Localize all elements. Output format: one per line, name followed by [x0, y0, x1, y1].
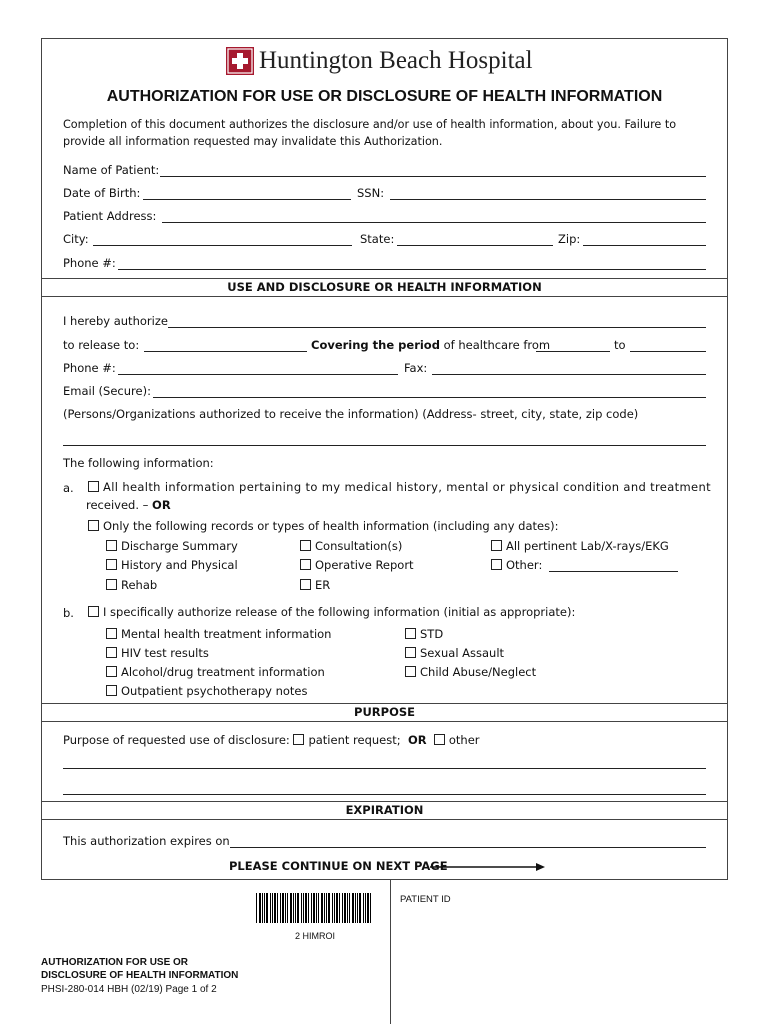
- phone-field[interactable]: [118, 257, 706, 270]
- std-label: STD: [420, 627, 444, 641]
- patient-request-checkbox[interactable]: [293, 734, 304, 745]
- er-row: [300, 578, 330, 592]
- address-label: Patient Address:: [63, 209, 157, 223]
- expiration-date-field[interactable]: [230, 835, 706, 848]
- form-number: PHSI-280-014 HBH (02/19) Page 1 of 2: [41, 984, 217, 995]
- operative-checkbox[interactable]: [300, 559, 311, 570]
- alcohol-checkbox[interactable]: [106, 666, 117, 677]
- continue-note: [229, 859, 448, 873]
- assault-row: [405, 646, 504, 660]
- option-b-marker: b.: [63, 606, 74, 620]
- authorize-label: I hereby authorize: [63, 314, 168, 328]
- other-record-row: [491, 558, 542, 572]
- recipient-address-field[interactable]: [63, 433, 706, 446]
- following-label: The following information:: [63, 456, 214, 470]
- rehab-row: [106, 578, 157, 592]
- state-field[interactable]: [397, 233, 553, 246]
- fax-field[interactable]: [432, 362, 706, 375]
- intro-line-1: Completion of this document authorizes the disclosure and/or use of health information, about you. Failure to: [63, 118, 677, 131]
- phone-label: Phone #:: [63, 256, 116, 270]
- consultation-row: [300, 539, 402, 553]
- operative-label: Operative Report: [315, 558, 414, 572]
- option-a-line2: [86, 498, 171, 512]
- address-field[interactable]: [162, 210, 706, 223]
- other-record-label: Other:: [506, 558, 543, 572]
- patient-id-label: PATIENT ID: [400, 894, 451, 905]
- patient-name-field[interactable]: [160, 164, 706, 177]
- lab-label: All pertinent Lab/X-rays/EKG: [506, 539, 669, 553]
- all-info-checkbox[interactable]: [88, 481, 99, 492]
- continue-text: PLEASE CONTINUE ON NEXT PAGE: [229, 859, 448, 873]
- child-label: Child Abuse/Neglect: [420, 665, 537, 679]
- form-title: AUTHORIZATION FOR USE OR DISCLOSURE OF HEALTH INFORMATION: [106, 88, 663, 105]
- authorize-field[interactable]: [168, 315, 706, 328]
- discharge-checkbox[interactable]: [106, 540, 117, 551]
- hospital-name: Huntington Beach Hospital: [259, 47, 533, 74]
- hiv-row: [106, 646, 209, 660]
- option-a-text: All health information pertaining to my medical history, mental or physical condition and treatment: [103, 480, 711, 494]
- dob-field[interactable]: [143, 187, 351, 200]
- operative-row: [300, 558, 414, 572]
- release-label: to release to:: [63, 338, 140, 352]
- history-row: [106, 558, 238, 572]
- assault-checkbox[interactable]: [405, 647, 416, 658]
- outpatient-checkbox[interactable]: [106, 685, 117, 696]
- recipient-phone-field[interactable]: [118, 362, 398, 375]
- lab-row: [491, 539, 669, 553]
- alcohol-label: Alcohol/drug treatment information: [121, 665, 325, 679]
- lab-checkbox[interactable]: [491, 540, 502, 551]
- only-following-checkbox[interactable]: [88, 520, 99, 531]
- covering-period-label: [311, 338, 550, 352]
- ssn-field[interactable]: [390, 187, 706, 200]
- consultation-checkbox[interactable]: [300, 540, 311, 551]
- option-b-row: [88, 605, 575, 619]
- option-a-received: received. –: [86, 498, 149, 512]
- release-to-field[interactable]: [144, 339, 307, 352]
- consultation-label: Consultation(s): [315, 539, 403, 553]
- state-label: State:: [360, 232, 395, 246]
- mental-row: [106, 627, 331, 641]
- email-label: Email (Secure):: [63, 384, 151, 398]
- child-checkbox[interactable]: [405, 666, 416, 677]
- specific-release-checkbox[interactable]: [88, 606, 99, 617]
- use-disclosure-heading: USE AND DISCLOSURE OR HEALTH INFORMATION: [41, 278, 728, 297]
- patient-request-label: patient request;: [308, 733, 401, 747]
- expiration-heading: EXPIRATION: [41, 801, 728, 820]
- mental-checkbox[interactable]: [106, 628, 117, 639]
- option-a-or: OR: [152, 498, 171, 512]
- covering-bold: Covering the period: [311, 338, 440, 352]
- std-checkbox[interactable]: [405, 628, 416, 639]
- city-field[interactable]: [93, 233, 352, 246]
- footer-divider: [390, 880, 391, 1024]
- rehab-checkbox[interactable]: [106, 579, 117, 590]
- std-row: [405, 627, 443, 641]
- purpose-heading: PURPOSE: [41, 703, 728, 722]
- zip-field[interactable]: [583, 233, 706, 246]
- barcode-code: 2 HIMROI: [294, 931, 335, 941]
- dob-label: Date of Birth:: [63, 186, 141, 200]
- purpose-line-1[interactable]: [63, 756, 706, 769]
- city-label: City:: [63, 232, 89, 246]
- assault-label: Sexual Assault: [420, 646, 505, 660]
- purpose-label: Purpose of requested use of disclosure:: [63, 733, 290, 747]
- option-a-line1: [88, 480, 711, 494]
- intro-line-2: provide all information requested may invalidate this Authorization.: [63, 135, 443, 148]
- covering-rest: of healthcare from: [443, 338, 551, 352]
- purpose-row: [63, 733, 480, 747]
- purpose-other-label: other: [448, 733, 480, 747]
- to-label: to: [614, 338, 626, 352]
- cross-logo-icon: [225, 46, 255, 76]
- discharge-row: [106, 539, 238, 553]
- purpose-line-2[interactable]: [63, 782, 706, 795]
- history-label: History and Physical: [121, 558, 238, 572]
- history-checkbox[interactable]: [106, 559, 117, 570]
- period-from-field[interactable]: [536, 339, 610, 352]
- er-label: ER: [315, 578, 331, 592]
- other-record-field[interactable]: [549, 559, 678, 572]
- barcode: [254, 893, 376, 923]
- alcohol-row: [106, 665, 325, 679]
- recipient-phone-label: Phone #:: [63, 361, 116, 375]
- option-a-marker: a.: [63, 481, 74, 495]
- mental-label: Mental health treatment information: [121, 627, 332, 641]
- ssn-label: SSN:: [357, 186, 385, 200]
- form-title-line-2: DISCLOSURE OF HEALTH INFORMATION: [41, 970, 239, 981]
- fax-label: Fax:: [404, 361, 428, 375]
- option-b-text: I specifically authorize release of the following information (initial as appropriate):: [103, 605, 576, 619]
- other-record-checkbox[interactable]: [491, 559, 502, 570]
- outpatient-label: Outpatient psychotherapy notes: [121, 684, 308, 698]
- purpose-or: OR: [407, 733, 427, 747]
- patient-name-label: Name of Patient:: [63, 163, 160, 177]
- hiv-checkbox[interactable]: [106, 647, 117, 658]
- rehab-label: Rehab: [121, 578, 158, 592]
- expires-label: This authorization expires on: [63, 834, 230, 848]
- email-field[interactable]: [153, 385, 706, 398]
- only-following-row: [88, 519, 558, 533]
- arrow-right-icon: [428, 862, 546, 872]
- er-checkbox[interactable]: [300, 579, 311, 590]
- form-title-line-1: AUTHORIZATION FOR USE OR: [41, 957, 189, 968]
- persons-note: (Persons/Organizations authorized to receive the information) (Address- street, city, state, zip code): [63, 407, 639, 421]
- discharge-label: Discharge Summary: [121, 539, 238, 553]
- outpatient-row: [106, 684, 307, 698]
- purpose-other-checkbox[interactable]: [434, 734, 445, 745]
- hiv-label: HIV test results: [121, 646, 209, 660]
- period-to-field[interactable]: [630, 339, 706, 352]
- zip-label: Zip:: [558, 232, 581, 246]
- only-following-text: Only the following records or types of health information (including any dates):: [103, 519, 559, 533]
- child-row: [405, 665, 536, 679]
